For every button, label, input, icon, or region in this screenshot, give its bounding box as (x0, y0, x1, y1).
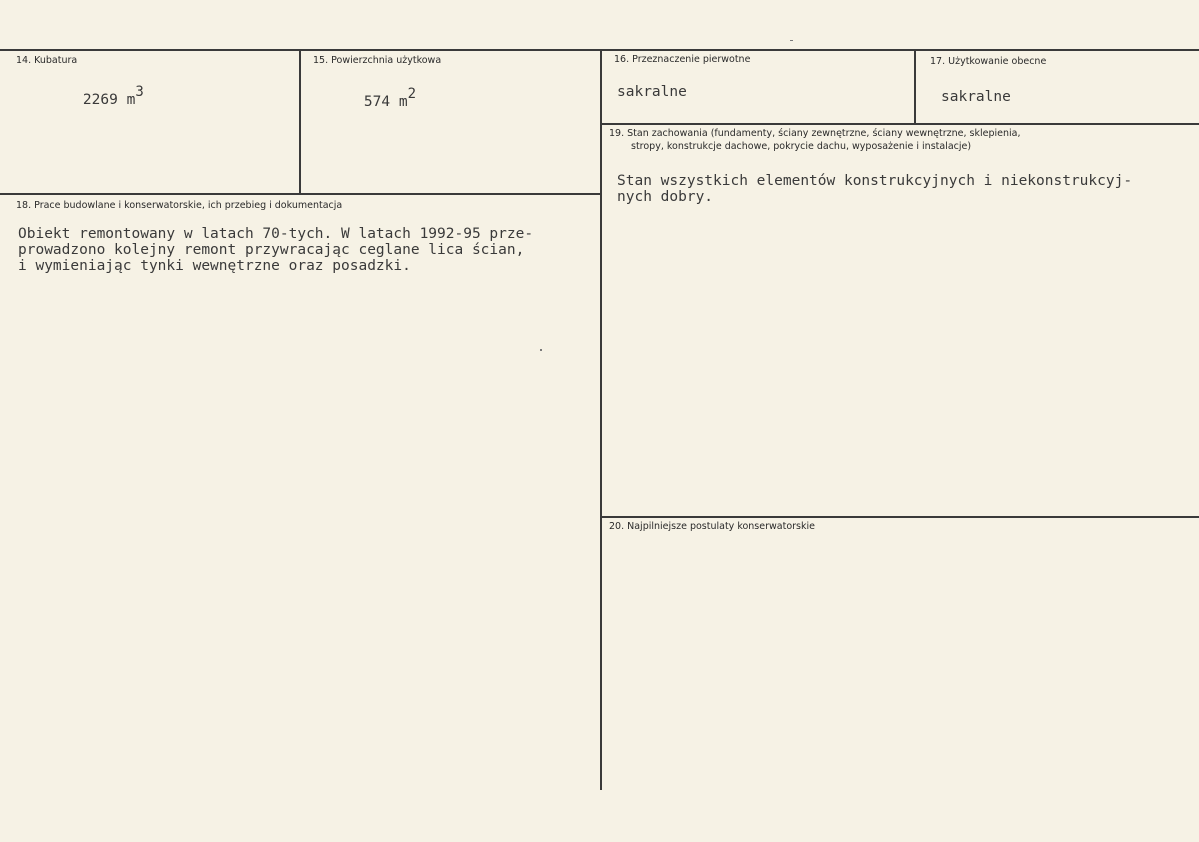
divider-14-15 (299, 50, 301, 195)
field-14-value (48, 78, 144, 123)
field-14-label: 14. Kubatura (16, 55, 78, 66)
field-15-value-text: 574 m (363, 94, 408, 110)
section-19-bottom-line (601, 516, 1199, 518)
field-14-value-exponent: 3 (135, 84, 144, 100)
field-14-value-text: 2269 m (82, 92, 136, 108)
field-18-label: 18. Prace budowlane i konserwatorskie, ich przebieg i dokumentacja (16, 200, 343, 211)
field-19-line-2: nych dobry. (617, 189, 714, 205)
field-20-label: 20. Najpilniejsze postulaty konserwatorskie (609, 521, 815, 532)
field-17-value: sakralne (941, 89, 1011, 105)
field-16-value: sakralne (617, 84, 687, 100)
scan-speck (790, 40, 793, 41)
field-18-line-2: prowadzono kolejny remont przywracając ceglane lica ścian, (18, 242, 525, 258)
field-19-label-line-1: 19. Stan zachowania (fundamenty, ściany zewnętrzne, ściany wewnętrzne, sklepienia, (609, 128, 1021, 139)
field-18-line-3: i wymieniając tynki wewnętrzne oraz posadzki. (18, 258, 411, 274)
row-16-17-bottom-line (601, 123, 1199, 125)
field-15-value (329, 80, 416, 125)
field-17-label: 17. Użytkowanie obecne (930, 56, 1047, 67)
field-19-line-1: Stan wszystkich elementów konstrukcyjnych i niekonstrukcyj- (617, 173, 1133, 189)
divider-16-17 (914, 50, 916, 124)
field-15-value-exponent: 2 (407, 86, 417, 102)
scan-speck (540, 349, 542, 351)
field-16-label: 16. Przeznaczenie pierwotne (614, 54, 751, 65)
field-19-label-line-2: stropy, konstrukcje dachowe, pokrycie dachu, wyposażenie i instalacje) (631, 141, 972, 152)
field-18-line-1: Obiekt remontowany w latach 70-tych. W latach 1992-95 prze- (18, 226, 534, 242)
field-15-label: 15. Powierzchnia użytkowa (313, 55, 442, 66)
center-divider (600, 50, 602, 790)
